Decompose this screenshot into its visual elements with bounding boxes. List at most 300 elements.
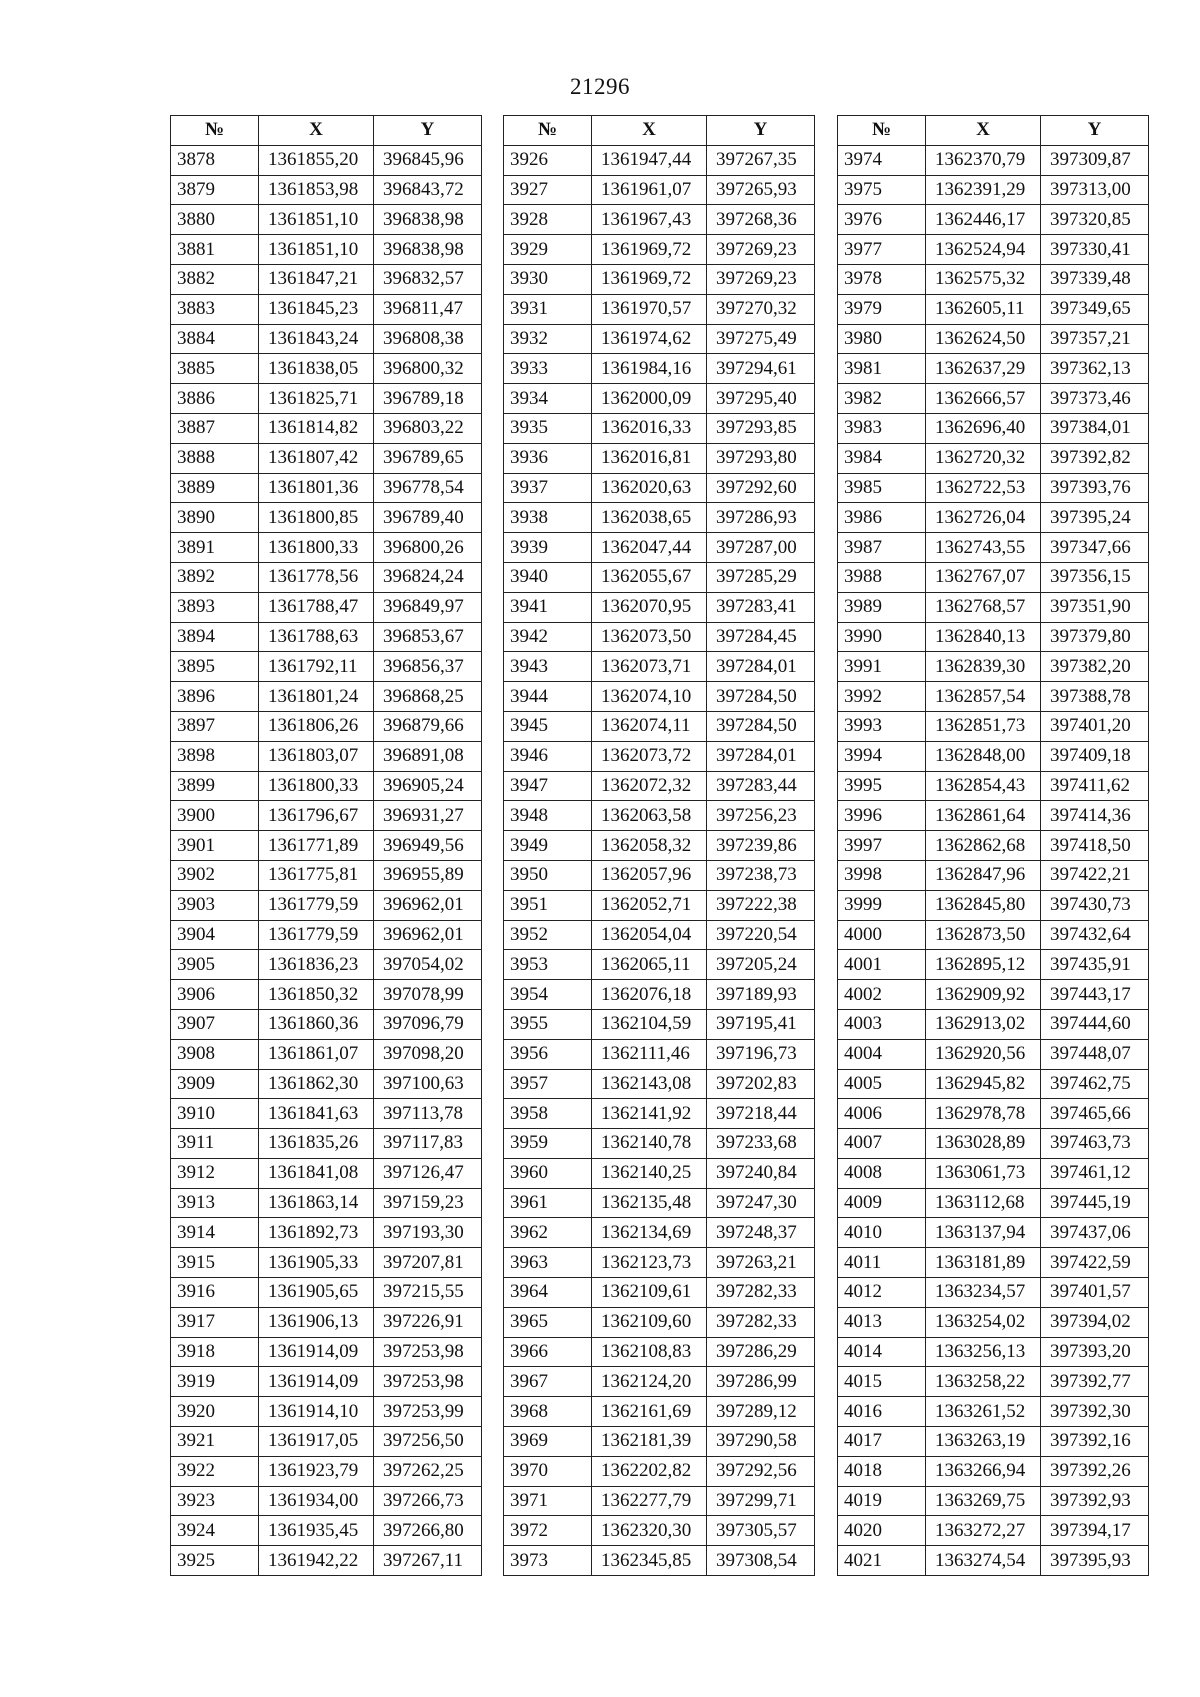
cell-y: 397422,59 [1041,1248,1149,1278]
cell-no: 3891 [171,533,259,563]
table-row [838,533,1149,563]
cell-no: 3897 [171,711,259,741]
cell-y: 397395,24 [1041,503,1149,533]
cell-y: 397270,32 [707,294,815,324]
cell-x: 1361841,08 [259,1158,374,1188]
table-row [504,175,815,205]
cell-x: 1361970,57 [592,294,707,324]
cell-x: 1363028,89 [926,1129,1041,1159]
table-row [504,324,815,354]
cell-y: 397309,87 [1041,145,1149,175]
cell-x: 1362038,65 [592,503,707,533]
cell-no: 3989 [838,592,926,622]
cell-x: 1361843,24 [259,324,374,354]
table-row [838,324,1149,354]
cell-y: 397054,02 [374,950,482,980]
cell-no: 3941 [504,592,592,622]
table-row [504,741,815,771]
table-row [504,801,815,831]
table-row [838,1218,1149,1248]
cell-y: 397392,16 [1041,1427,1149,1457]
cell-x: 1361807,42 [259,443,374,473]
table-row [838,413,1149,443]
cell-y: 397392,77 [1041,1367,1149,1397]
cell-x: 1361835,26 [259,1129,374,1159]
cell-y: 397263,21 [707,1248,815,1278]
cell-x: 1361861,07 [259,1039,374,1069]
cell-y: 397443,17 [1041,980,1149,1010]
cell-y: 397207,81 [374,1248,482,1278]
cell-x: 1362920,56 [926,1039,1041,1069]
cell-x: 1362020,63 [592,473,707,503]
table-row [171,801,482,831]
cell-y: 397284,01 [707,741,815,771]
cell-no: 3932 [504,324,592,354]
cell-x: 1361862,30 [259,1069,374,1099]
cell-no: 3947 [504,771,592,801]
cell-y: 397290,58 [707,1427,815,1457]
cell-y: 397401,57 [1041,1278,1149,1308]
cell-y: 396811,47 [374,294,482,324]
table-row [838,1456,1149,1486]
cell-no: 3979 [838,294,926,324]
cell-y: 397289,12 [707,1397,815,1427]
cell-no: 3963 [504,1248,592,1278]
cell-x: 1362161,69 [592,1397,707,1427]
cell-y: 397395,93 [1041,1546,1149,1576]
cell-x: 1362109,61 [592,1278,707,1308]
table-row [504,205,815,235]
cell-x: 1361961,07 [592,175,707,205]
cell-no: 3940 [504,562,592,592]
table-row [504,533,815,563]
cell-y: 397465,66 [1041,1099,1149,1129]
cell-no: 3978 [838,264,926,294]
cell-y: 397193,30 [374,1218,482,1248]
table-row [171,920,482,950]
cell-x: 1362909,92 [926,980,1041,1010]
cell-x: 1362873,50 [926,920,1041,950]
table-row [504,264,815,294]
cell-y: 397320,85 [1041,205,1149,235]
cell-x: 1361967,43 [592,205,707,235]
table-row [504,1307,815,1337]
cell-no: 3956 [504,1039,592,1069]
cell-x: 1361792,11 [259,652,374,682]
cell-x: 1361800,33 [259,533,374,563]
cell-x: 1361838,05 [259,354,374,384]
table-row [838,1009,1149,1039]
table-row [504,980,815,1010]
cell-y: 396931,27 [374,801,482,831]
cell-no: 3916 [171,1278,259,1308]
table-row [171,1337,482,1367]
column-header-y: Y [1041,116,1149,146]
cell-y: 397205,24 [707,950,815,980]
cell-y: 396856,37 [374,652,482,682]
table-row [838,443,1149,473]
cell-x: 1362895,12 [926,950,1041,980]
table-row [838,384,1149,414]
table-row [504,1278,815,1308]
cell-x: 1362605,11 [926,294,1041,324]
cell-y: 397282,33 [707,1278,815,1308]
cell-x: 1361942,22 [259,1546,374,1576]
table-body [504,145,815,1575]
cell-x: 1363272,27 [926,1516,1041,1546]
cell-y: 396849,97 [374,592,482,622]
cell-no: 3896 [171,682,259,712]
cell-y: 396808,38 [374,324,482,354]
cell-y: 397195,41 [707,1009,815,1039]
cell-no: 3904 [171,920,259,950]
cell-y: 397113,78 [374,1099,482,1129]
cell-no: 3970 [504,1456,592,1486]
cell-no: 3936 [504,443,592,473]
table-row [838,1427,1149,1457]
cell-y: 397393,76 [1041,473,1149,503]
table-row [838,622,1149,652]
cell-no: 3985 [838,473,926,503]
table-row [838,145,1149,175]
cell-x: 1361779,59 [259,920,374,950]
cell-x: 1361847,21 [259,264,374,294]
cell-y: 397293,80 [707,443,815,473]
cell-y: 397308,54 [707,1546,815,1576]
cell-y: 397299,71 [707,1486,815,1516]
cell-no: 3921 [171,1427,259,1457]
cell-y: 397373,46 [1041,384,1149,414]
cell-x: 1362016,81 [592,443,707,473]
column-header-x: X [592,116,707,146]
cell-no: 3887 [171,413,259,443]
cell-no: 3895 [171,652,259,682]
cell-x: 1361905,33 [259,1248,374,1278]
cell-no: 3907 [171,1009,259,1039]
cell-no: 3957 [504,1069,592,1099]
cell-y: 397437,06 [1041,1218,1149,1248]
cell-y: 397330,41 [1041,235,1149,265]
cell-x: 1361984,16 [592,354,707,384]
cell-no: 3968 [504,1397,592,1427]
cell-y: 397284,01 [707,652,815,682]
table-row [838,1486,1149,1516]
cell-no: 3880 [171,205,259,235]
cell-y: 397414,36 [1041,801,1149,831]
cell-no: 3917 [171,1307,259,1337]
cell-x: 1361836,23 [259,950,374,980]
cell-no: 3927 [504,175,592,205]
cell-x: 1362073,72 [592,741,707,771]
cell-no: 3960 [504,1158,592,1188]
cell-x: 1362768,57 [926,592,1041,622]
table-row [504,771,815,801]
cell-y: 397432,64 [1041,920,1149,950]
table-row [504,950,815,980]
page-number: 21296 [570,74,630,99]
cell-x: 1362524,94 [926,235,1041,265]
cell-no: 3952 [504,920,592,950]
cell-x: 1361914,10 [259,1397,374,1427]
cell-x: 1363258,22 [926,1367,1041,1397]
cell-y: 397347,66 [1041,533,1149,563]
column-header-no: № [171,116,259,146]
table-row [171,1218,482,1248]
cell-y: 397218,44 [707,1099,815,1129]
cell-no: 4021 [838,1546,926,1576]
cell-no: 3939 [504,533,592,563]
cell-y: 397286,29 [707,1337,815,1367]
table-row [504,1367,815,1397]
cell-x: 1362109,60 [592,1307,707,1337]
cell-no: 4011 [838,1248,926,1278]
table-row [171,145,482,175]
table-row [504,1456,815,1486]
cell-y: 397239,86 [707,831,815,861]
cell-y: 397401,20 [1041,711,1149,741]
table-row [171,1456,482,1486]
column-header-no: № [504,116,592,146]
column-header-no: № [838,116,926,146]
cell-no: 3943 [504,652,592,682]
column-header-y: Y [707,116,815,146]
cell-no: 3934 [504,384,592,414]
cell-x: 1363254,02 [926,1307,1041,1337]
cell-y: 397295,40 [707,384,815,414]
cell-x: 1361947,44 [592,145,707,175]
cell-x: 1361779,59 [259,890,374,920]
cell-y: 397265,93 [707,175,815,205]
table-row [171,1367,482,1397]
cell-y: 397339,48 [1041,264,1149,294]
cell-x: 1361892,73 [259,1218,374,1248]
cell-x: 1362140,25 [592,1158,707,1188]
cell-y: 396955,89 [374,860,482,890]
table-row [171,384,482,414]
cell-no: 3991 [838,652,926,682]
cell-no: 3998 [838,860,926,890]
cell-x: 1361796,67 [259,801,374,831]
table-row [504,831,815,861]
table-row [838,503,1149,533]
cell-y: 397394,02 [1041,1307,1149,1337]
cell-no: 3974 [838,145,926,175]
table-row [504,1427,815,1457]
cell-no: 3955 [504,1009,592,1039]
cell-no: 3982 [838,384,926,414]
cell-x: 1363181,89 [926,1248,1041,1278]
cell-no: 3977 [838,235,926,265]
cell-x: 1362070,95 [592,592,707,622]
cell-no: 3945 [504,711,592,741]
cell-no: 4006 [838,1099,926,1129]
cell-y: 397256,23 [707,801,815,831]
table-row [171,1248,482,1278]
cell-y: 396803,22 [374,413,482,443]
table-row [504,711,815,741]
cell-no: 3883 [171,294,259,324]
cell-y: 397411,62 [1041,771,1149,801]
cell-x: 1363112,68 [926,1188,1041,1218]
table-row [504,622,815,652]
column-header-y: Y [374,116,482,146]
cell-x: 1362074,11 [592,711,707,741]
table-row [838,1397,1149,1427]
cell-y: 396853,67 [374,622,482,652]
cell-no: 4009 [838,1188,926,1218]
cell-no: 3930 [504,264,592,294]
cell-y: 397435,91 [1041,950,1149,980]
cell-no: 3886 [171,384,259,414]
table-row [838,682,1149,712]
cell-no: 3997 [838,831,926,861]
table-row [504,1486,815,1516]
cell-y: 397409,18 [1041,741,1149,771]
cell-no: 3981 [838,354,926,384]
table-row [504,562,815,592]
cell-x: 1362840,13 [926,622,1041,652]
table-row [838,652,1149,682]
cell-no: 3908 [171,1039,259,1069]
cell-no: 3898 [171,741,259,771]
cell-x: 1362202,82 [592,1456,707,1486]
cell-y: 397126,47 [374,1158,482,1188]
cell-no: 3919 [171,1367,259,1397]
table-row [171,1278,482,1308]
cell-x: 1361850,32 [259,980,374,1010]
table-row [838,175,1149,205]
table-row [838,711,1149,741]
cell-x: 1362124,20 [592,1367,707,1397]
cell-y: 397282,33 [707,1307,815,1337]
table-row [171,562,482,592]
cell-x: 1363256,13 [926,1337,1041,1367]
cell-y: 397247,30 [707,1188,815,1218]
cell-no: 4005 [838,1069,926,1099]
table-row [171,622,482,652]
cell-no: 3987 [838,533,926,563]
cell-x: 1361923,79 [259,1456,374,1486]
cell-y: 396845,96 [374,145,482,175]
cell-x: 1362141,92 [592,1099,707,1129]
table-row [838,1367,1149,1397]
cell-x: 1361825,71 [259,384,374,414]
cell-no: 3949 [504,831,592,861]
cell-no: 4016 [838,1397,926,1427]
cell-x: 1362857,54 [926,682,1041,712]
table-row [171,443,482,473]
cell-x: 1361914,09 [259,1367,374,1397]
cell-no: 3882 [171,264,259,294]
table-row [171,1516,482,1546]
cell-y: 397292,60 [707,473,815,503]
cell-no: 3885 [171,354,259,384]
cell-y: 397220,54 [707,920,815,950]
table-row [504,1069,815,1099]
cell-no: 3971 [504,1486,592,1516]
table-row [838,473,1149,503]
cell-no: 3879 [171,175,259,205]
table-row [504,1337,815,1367]
cell-no: 3995 [838,771,926,801]
cell-y: 396838,98 [374,235,482,265]
cell-no: 3900 [171,801,259,831]
cell-x: 1361775,81 [259,860,374,890]
cell-y: 396879,66 [374,711,482,741]
table-row [171,682,482,712]
cell-no: 3918 [171,1337,259,1367]
cell-x: 1362666,57 [926,384,1041,414]
table-row [171,1427,482,1457]
cell-x: 1362575,32 [926,264,1041,294]
table-row [504,1248,815,1278]
table-row [504,1099,815,1129]
cell-no: 3966 [504,1337,592,1367]
table-row [504,1188,815,1218]
cell-x: 1362052,71 [592,890,707,920]
cell-no: 3976 [838,205,926,235]
cell-y: 397349,65 [1041,294,1149,324]
cell-x: 1362072,32 [592,771,707,801]
table-row [171,711,482,741]
cell-x: 1362063,58 [592,801,707,831]
cell-no: 4015 [838,1367,926,1397]
cell-x: 1362767,07 [926,562,1041,592]
cell-y: 396832,57 [374,264,482,294]
cell-no: 3922 [171,1456,259,1486]
table-row [171,1397,482,1427]
cell-no: 3910 [171,1099,259,1129]
cell-x: 1362913,02 [926,1009,1041,1039]
cell-x: 1362277,79 [592,1486,707,1516]
table-row [171,652,482,682]
cell-y: 397392,82 [1041,443,1149,473]
table-header-row [171,116,482,146]
cell-no: 4004 [838,1039,926,1069]
table-row [838,1278,1149,1308]
cell-no: 3975 [838,175,926,205]
cell-y: 397248,37 [707,1218,815,1248]
cell-y: 397292,56 [707,1456,815,1486]
cell-no: 3950 [504,860,592,890]
cell-y: 397262,25 [374,1456,482,1486]
cell-x: 1361801,36 [259,473,374,503]
cell-x: 1362851,73 [926,711,1041,741]
cell-y: 397356,15 [1041,562,1149,592]
cell-y: 396800,32 [374,354,482,384]
cell-no: 3938 [504,503,592,533]
table-row [504,473,815,503]
cell-x: 1361800,85 [259,503,374,533]
cell-no: 3926 [504,145,592,175]
table-row [838,592,1149,622]
cell-x: 1361905,65 [259,1278,374,1308]
table-row [838,562,1149,592]
cell-x: 1362047,44 [592,533,707,563]
cell-x: 1362104,59 [592,1009,707,1039]
table-body [171,145,482,1575]
table-row [171,950,482,980]
table-row [171,890,482,920]
table-row [171,1009,482,1039]
table-row [838,890,1149,920]
cell-no: 3933 [504,354,592,384]
table-row [171,1307,482,1337]
cell-y: 397240,84 [707,1158,815,1188]
cell-no: 3973 [504,1546,592,1576]
cell-no: 3983 [838,413,926,443]
cell-x: 1361788,47 [259,592,374,622]
